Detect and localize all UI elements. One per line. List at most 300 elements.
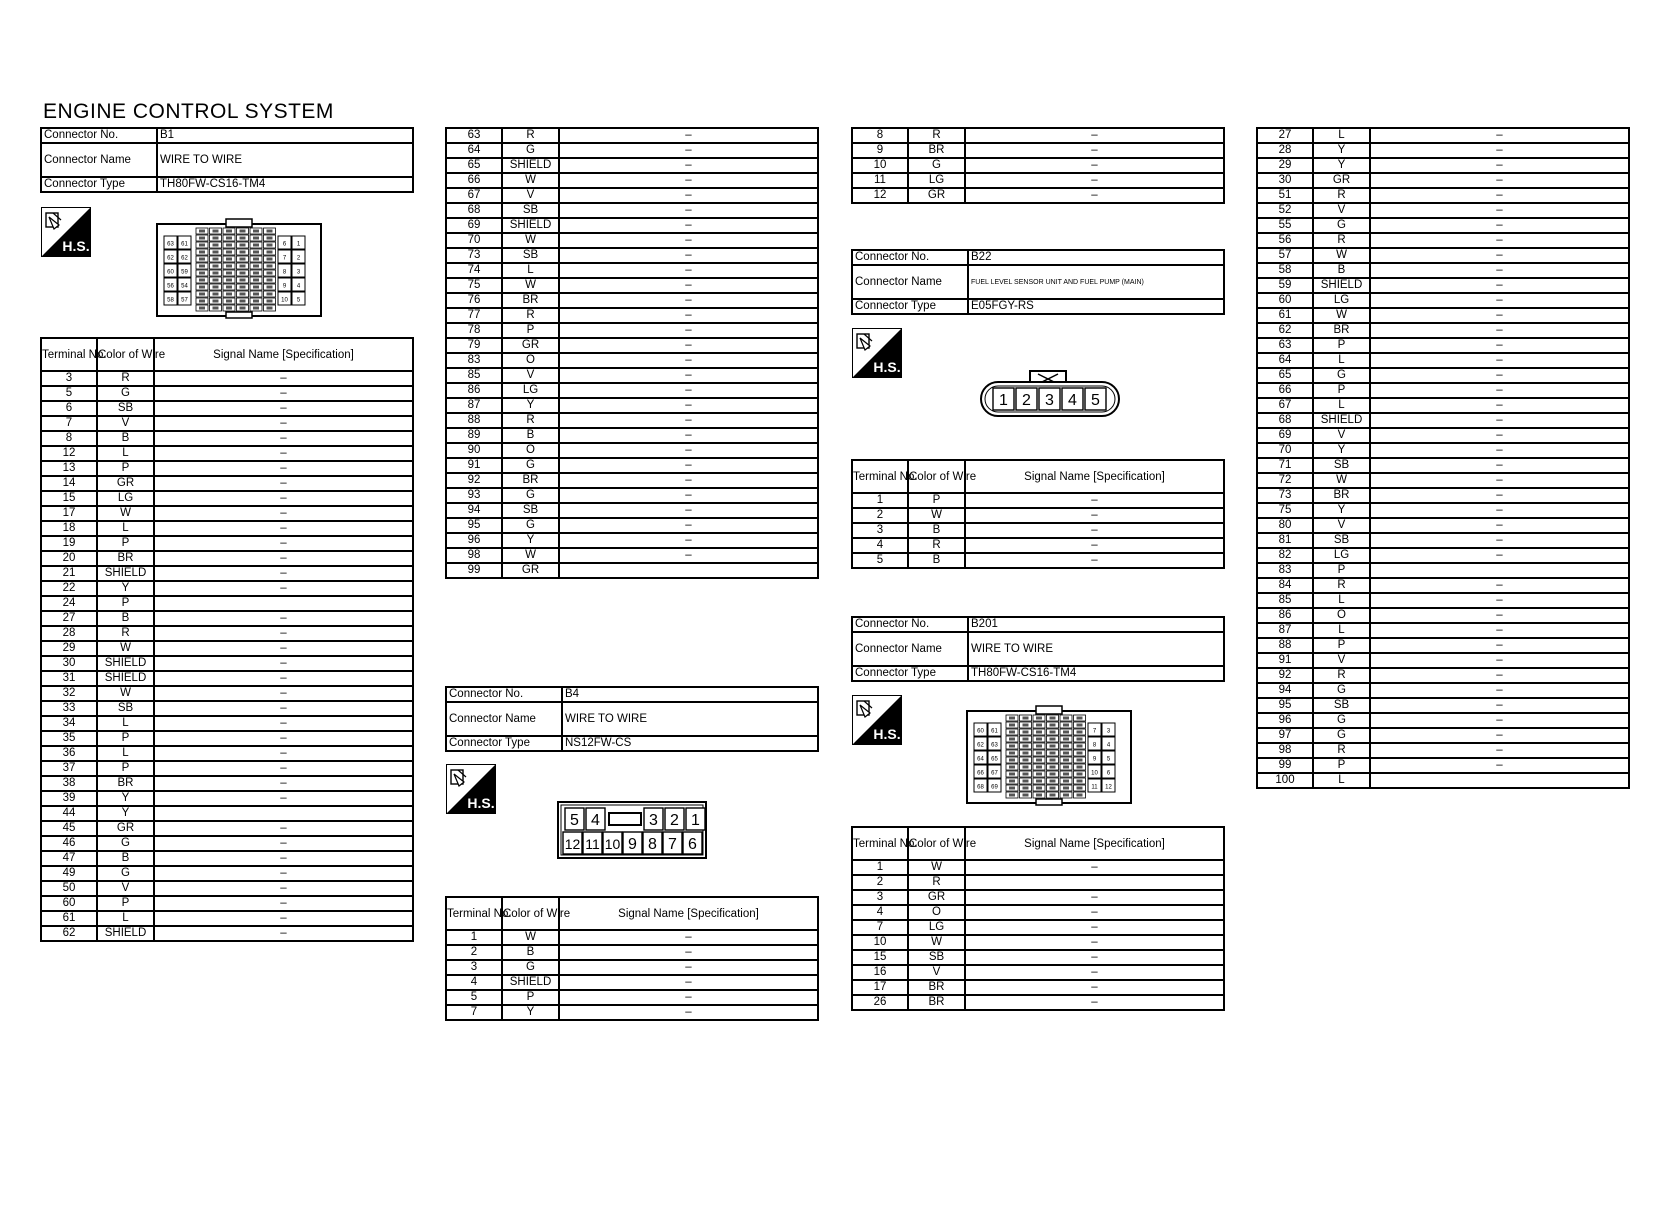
- connector-name-label: Connector Name: [852, 265, 968, 299]
- table-row: [1257, 368, 1629, 383]
- table-row: [446, 173, 818, 188]
- wire-color-cell: P: [97, 461, 154, 476]
- terminal-no-cell: 57: [1257, 248, 1313, 263]
- pin-label: 5: [1091, 392, 1100, 409]
- table-row: [446, 368, 818, 383]
- signal-name-cell: –: [1370, 473, 1629, 488]
- signal-name-cell: –: [154, 491, 413, 506]
- wire-color-cell: SB: [1313, 533, 1370, 548]
- wire-color-cell: W: [908, 860, 965, 875]
- terminal-no-cell: 36: [41, 746, 97, 761]
- table-row: [446, 218, 818, 233]
- terminal-no-cell: 60: [41, 896, 97, 911]
- wire-color-cell: SHIELD: [1313, 413, 1370, 428]
- hs-graphic: [852, 328, 902, 378]
- signal-name-cell: –: [1370, 353, 1629, 368]
- connector-name-label: Connector Name: [446, 702, 562, 736]
- pin-label: 61: [181, 241, 188, 248]
- wire-color-cell: SHIELD: [97, 926, 154, 941]
- wire-color-cell: G: [1313, 368, 1370, 383]
- terminal-no-cell: 96: [446, 533, 502, 548]
- table-row: [446, 563, 818, 578]
- wire-color-cell: G: [97, 386, 154, 401]
- signal-name-cell: –: [1370, 668, 1629, 683]
- signal-name-cell: –: [1370, 533, 1629, 548]
- table-row: [852, 143, 1224, 158]
- wire-color-cell: Y: [502, 533, 559, 548]
- signal-name-cell: –: [1370, 368, 1629, 383]
- wire-color-cell: BR: [908, 995, 965, 1010]
- signal-name-cell: –: [1370, 263, 1629, 278]
- signal-name-cell: –: [154, 866, 413, 881]
- terminal-no-cell: 13: [41, 461, 97, 476]
- terminal-no-cell: 89: [446, 428, 502, 443]
- table-row: [852, 905, 1224, 920]
- terminal-no-cell: 8: [852, 128, 908, 143]
- wire-color-cell: W: [502, 173, 559, 188]
- signal-name-cell: –: [559, 1005, 818, 1020]
- terminal-no-cell: 91: [446, 458, 502, 473]
- signal-name-cell: –: [1370, 158, 1629, 173]
- terminal-no-cell: 98: [1257, 743, 1313, 758]
- connector-name-value: WIRE TO WIRE: [562, 702, 818, 736]
- pin-label: 59: [181, 269, 188, 276]
- table-row: [1257, 263, 1629, 278]
- signal-name-cell: –: [559, 233, 818, 248]
- signal-name-cell: –: [154, 536, 413, 551]
- signal-name-cell: –: [965, 493, 1224, 508]
- wire-color-cell: Y: [1313, 158, 1370, 173]
- table-row: [1257, 773, 1629, 788]
- b201-terminal-table-wrap: [851, 826, 1225, 1011]
- signal-name-cell: –: [559, 143, 818, 158]
- wire-color-cell: BR: [502, 293, 559, 308]
- signal-name-cell: –: [1370, 503, 1629, 518]
- table-row: [446, 503, 818, 518]
- pin-label: 67: [991, 770, 998, 777]
- table-row: [41, 551, 413, 566]
- pin-label: 61: [991, 728, 998, 735]
- connector-b22-section: [851, 249, 1225, 315]
- terminal-no-cell: 77: [446, 308, 502, 323]
- signal-name-cell: –: [1370, 683, 1629, 698]
- signal-name-cell: –: [154, 581, 413, 596]
- wire-color-cell: V: [1313, 428, 1370, 443]
- wire-color-cell: R: [1313, 668, 1370, 683]
- terminal-no-cell: 96: [1257, 713, 1313, 728]
- terminal-no-cell: 66: [1257, 383, 1313, 398]
- connector-name-value: WIRE TO WIRE: [157, 143, 413, 177]
- table-row: [1257, 533, 1629, 548]
- pin-label: 7: [1092, 728, 1097, 735]
- table-row: [1257, 473, 1629, 488]
- table-row: [41, 401, 413, 416]
- wire-color-cell: R: [908, 128, 965, 143]
- wire-color-cell: P: [1313, 383, 1370, 398]
- color-of-wire-header: Color of Wire: [502, 897, 559, 930]
- pin-label: 10: [1091, 770, 1098, 777]
- wire-color-cell: GR: [1313, 173, 1370, 188]
- terminal-no-cell: 63: [446, 128, 502, 143]
- wire-color-cell: G: [502, 143, 559, 158]
- terminal-no-cell: 55: [1257, 218, 1313, 233]
- wire-color-cell: W: [502, 548, 559, 563]
- wire-color-cell: G: [97, 866, 154, 881]
- terminal-no-cell: 75: [446, 278, 502, 293]
- wire-color-cell: B: [908, 523, 965, 538]
- terminal-no-cell: 17: [41, 506, 97, 521]
- signal-name-cell: –: [965, 950, 1224, 965]
- b201-rows: [852, 860, 1224, 1010]
- signal-name-cell: –: [559, 473, 818, 488]
- terminal-no-cell: 86: [446, 383, 502, 398]
- terminal-no-cell: 1: [852, 493, 908, 508]
- terminal-no-cell: 28: [1257, 143, 1313, 158]
- connector-no-label: Connector No.: [852, 617, 968, 632]
- table-row: [1257, 248, 1629, 263]
- signal-name-cell: –: [559, 930, 818, 945]
- signal-name-cell: –: [965, 905, 1224, 920]
- b1-connector-face-diagram: [156, 218, 322, 323]
- connector-b201-section: [851, 616, 1225, 682]
- table-row: [852, 920, 1224, 935]
- terminal-no-cell: 7: [41, 416, 97, 431]
- signal-name-cell: –: [1370, 443, 1629, 458]
- table-row: [852, 965, 1224, 980]
- wire-color-cell: G: [1313, 218, 1370, 233]
- signal-name-cell: –: [154, 521, 413, 536]
- terminal-no-cell: 9: [852, 143, 908, 158]
- table-row: [1257, 623, 1629, 638]
- terminal-no-cell: 97: [1257, 728, 1313, 743]
- pin-label: 57: [181, 297, 188, 304]
- table-row: [1257, 698, 1629, 713]
- b201-cont-terminal-table: [1256, 127, 1630, 789]
- wire-color-cell: L: [97, 746, 154, 761]
- wire-color-cell: G: [502, 488, 559, 503]
- hs-label: H.S.: [62, 238, 90, 254]
- table-row: [41, 926, 413, 941]
- wire-color-cell: P: [97, 731, 154, 746]
- wire-color-cell: R: [97, 626, 154, 641]
- signal-name-cell: –: [154, 746, 413, 761]
- terminal-no-header: Terminal No.: [852, 460, 908, 493]
- terminal-no-cell: 15: [852, 950, 908, 965]
- wire-color-cell: Y: [1313, 443, 1370, 458]
- signal-name-cell: –: [965, 188, 1224, 203]
- signal-name-cell: –: [1370, 188, 1629, 203]
- terminal-no-cell: 52: [1257, 203, 1313, 218]
- terminal-no-cell: 75: [1257, 503, 1313, 518]
- pin-label: 12: [1105, 784, 1112, 791]
- b1-cont-rows: [446, 128, 818, 578]
- harness-side-icon: [852, 695, 902, 745]
- terminal-no-cell: 50: [41, 881, 97, 896]
- table-row: [446, 158, 818, 173]
- signal-name-cell: –: [559, 128, 818, 143]
- signal-name-cell: –: [154, 851, 413, 866]
- pin-label: 7: [668, 836, 677, 853]
- signal-name-cell: –: [559, 383, 818, 398]
- wire-color-cell: W: [502, 233, 559, 248]
- table-row: [41, 881, 413, 896]
- terminal-no-cell: 4: [852, 538, 908, 553]
- terminal-no-cell: 69: [1257, 428, 1313, 443]
- terminal-no-cell: 31: [41, 671, 97, 686]
- table-row: [1257, 218, 1629, 233]
- signal-name-header: Signal Name [Specification]: [965, 460, 1224, 493]
- signal-name-cell: –: [559, 443, 818, 458]
- signal-name-cell: –: [154, 461, 413, 476]
- signal-name-cell: –: [559, 188, 818, 203]
- signal-name-cell: –: [1370, 593, 1629, 608]
- signal-name-cell: –: [1370, 743, 1629, 758]
- pin-label: 6: [282, 241, 287, 248]
- hs-graphic: [446, 764, 496, 814]
- b1-cont-table-wrap: [445, 127, 819, 579]
- wire-color-cell: V: [502, 188, 559, 203]
- terminal-no-cell: 37: [41, 761, 97, 776]
- pin-label: 12: [564, 836, 581, 852]
- signal-name-cell: –: [965, 890, 1224, 905]
- pin-label: 62: [977, 742, 984, 749]
- signal-name-cell: [1370, 773, 1629, 788]
- table-row: [41, 836, 413, 851]
- wire-color-cell: O: [502, 443, 559, 458]
- signal-name-cell: –: [154, 371, 413, 386]
- wire-color-cell: B: [502, 428, 559, 443]
- signal-name-cell: –: [1370, 548, 1629, 563]
- terminal-no-cell: 90: [446, 443, 502, 458]
- b1-rows: [41, 371, 413, 941]
- table-row: [852, 173, 1224, 188]
- signal-name-cell: –: [154, 401, 413, 416]
- signal-name-cell: –: [965, 920, 1224, 935]
- connector-b1-section: [40, 127, 414, 193]
- wire-color-cell: GR: [502, 563, 559, 578]
- wire-color-cell: G: [1313, 713, 1370, 728]
- table-row: [446, 975, 818, 990]
- pin-label: 4: [1068, 392, 1077, 409]
- connector-no-label: Connector No.: [41, 128, 157, 143]
- wire-color-cell: BR: [502, 473, 559, 488]
- table-row: [41, 386, 413, 401]
- signal-name-cell: –: [154, 686, 413, 701]
- terminal-no-cell: 99: [446, 563, 502, 578]
- signal-name-cell: –: [559, 488, 818, 503]
- table-row: [1257, 383, 1629, 398]
- signal-name-cell: –: [965, 553, 1224, 568]
- terminal-no-cell: 83: [1257, 563, 1313, 578]
- wire-color-cell: O: [502, 353, 559, 368]
- signal-name-cell: –: [559, 173, 818, 188]
- wire-color-cell: LG: [502, 383, 559, 398]
- wire-color-cell: Y: [97, 791, 154, 806]
- connector-type-label: Connector Type: [852, 666, 968, 681]
- signal-name-cell: –: [154, 566, 413, 581]
- connector-type-value: TH80FW-CS16-TM4: [968, 666, 1224, 681]
- signal-name-cell: –: [1370, 698, 1629, 713]
- terminal-no-cell: 39: [41, 791, 97, 806]
- b201-cont-table-wrap: [1256, 127, 1630, 789]
- table-row: [446, 233, 818, 248]
- connector-type-value: TH80FW-CS16-TM4: [157, 177, 413, 192]
- color-of-wire-header: Color of Wire: [97, 338, 154, 371]
- wire-color-cell: BR: [908, 143, 965, 158]
- hs-label: H.S.: [873, 726, 901, 742]
- wire-color-cell: SB: [908, 950, 965, 965]
- pin-label: 62: [167, 255, 174, 262]
- signal-name-cell: –: [965, 158, 1224, 173]
- table-row: [41, 581, 413, 596]
- connector-name-value: FUEL LEVEL SENSOR UNIT AND FUEL PUMP (MAIN): [968, 265, 1224, 299]
- signal-name-cell: –: [559, 533, 818, 548]
- wire-color-cell: V: [1313, 203, 1370, 218]
- table-row: [1257, 353, 1629, 368]
- wire-color-cell: V: [97, 416, 154, 431]
- wire-color-cell: G: [502, 518, 559, 533]
- terminal-no-cell: 84: [1257, 578, 1313, 593]
- terminal-no-cell: 4: [852, 905, 908, 920]
- terminal-no-cell: 91: [1257, 653, 1313, 668]
- table-row: [41, 716, 413, 731]
- wire-color-cell: R: [908, 875, 965, 890]
- wire-color-cell: P: [97, 896, 154, 911]
- terminal-no-cell: 2: [852, 508, 908, 523]
- signal-name-cell: –: [559, 960, 818, 975]
- wire-color-cell: BR: [97, 551, 154, 566]
- signal-name-cell: –: [559, 503, 818, 518]
- terminal-no-cell: 99: [1257, 758, 1313, 773]
- terminal-no-cell: 65: [1257, 368, 1313, 383]
- wire-color-cell: G: [502, 960, 559, 975]
- wire-color-cell: L: [97, 716, 154, 731]
- terminal-no-cell: 14: [41, 476, 97, 491]
- pin-label: 56: [167, 283, 174, 290]
- signal-name-cell: –: [1370, 428, 1629, 443]
- pin-label: 4: [1106, 742, 1111, 749]
- terminal-no-cell: 94: [446, 503, 502, 518]
- table-row: [41, 821, 413, 836]
- terminal-no-cell: 1: [446, 930, 502, 945]
- pin-label: 7: [282, 255, 287, 262]
- signal-name-cell: –: [559, 975, 818, 990]
- signal-name-cell: –: [965, 143, 1224, 158]
- pin-label: 8: [1092, 742, 1097, 749]
- wire-color-cell: V: [97, 881, 154, 896]
- signal-name-cell: –: [1370, 233, 1629, 248]
- pin-label: 63: [167, 241, 174, 248]
- table-row: [852, 875, 1224, 890]
- terminal-no-cell: 68: [446, 203, 502, 218]
- signal-name-cell: –: [965, 508, 1224, 523]
- pin-label: 9: [628, 836, 637, 853]
- b22-terminal-table: [851, 459, 1225, 569]
- wire-color-cell: LG: [908, 173, 965, 188]
- connector-no-label: Connector No.: [446, 687, 562, 702]
- table-row: [41, 506, 413, 521]
- color-of-wire-header: Color of Wire: [908, 460, 965, 493]
- table-row: [1257, 593, 1629, 608]
- signal-name-cell: –: [1370, 398, 1629, 413]
- wire-color-cell: GR: [908, 188, 965, 203]
- table-row: [1257, 608, 1629, 623]
- terminal-no-cell: 27: [41, 611, 97, 626]
- signal-name-header: Signal Name [Specification]: [154, 338, 413, 371]
- wire-color-cell: P: [908, 493, 965, 508]
- signal-name-cell: –: [559, 518, 818, 533]
- terminal-no-cell: 35: [41, 731, 97, 746]
- signal-name-cell: –: [1370, 578, 1629, 593]
- table-row: [852, 890, 1224, 905]
- wire-color-cell: G: [1313, 683, 1370, 698]
- table-row: [1257, 293, 1629, 308]
- wire-color-cell: L: [1313, 128, 1370, 143]
- signal-name-cell: –: [154, 446, 413, 461]
- signal-name-cell: –: [1370, 143, 1629, 158]
- connector-graphic: [966, 705, 1132, 805]
- wire-color-cell: GR: [97, 476, 154, 491]
- b4-connector-face-diagram: [557, 801, 707, 864]
- terminal-no-cell: 3: [852, 890, 908, 905]
- table-row: [41, 776, 413, 791]
- table-row: [41, 476, 413, 491]
- connector-type-value: E05FGY-RS: [968, 299, 1224, 314]
- signal-name-cell: –: [154, 431, 413, 446]
- terminal-no-cell: 1: [852, 860, 908, 875]
- wire-color-cell: GR: [502, 338, 559, 353]
- table-row: [446, 188, 818, 203]
- b4-connector-graphic: [557, 801, 707, 859]
- terminal-no-cell: 87: [1257, 623, 1313, 638]
- table-row: [1257, 443, 1629, 458]
- terminal-no-cell: 63: [1257, 338, 1313, 353]
- signal-name-cell: –: [1370, 278, 1629, 293]
- b4-rows: [446, 930, 818, 1020]
- b201-connector-face-diagram: [966, 705, 1132, 810]
- connector-type-label: Connector Type: [41, 177, 157, 192]
- terminal-no-cell: 26: [852, 995, 908, 1010]
- wire-color-cell: SB: [1313, 458, 1370, 473]
- table-row: [41, 431, 413, 446]
- wire-color-cell: SB: [502, 503, 559, 518]
- wire-color-cell: BR: [1313, 488, 1370, 503]
- table-row: [446, 458, 818, 473]
- signal-name-cell: –: [965, 860, 1224, 875]
- wire-color-cell: W: [908, 508, 965, 523]
- table-row: [1257, 338, 1629, 353]
- signal-name-cell: –: [1370, 623, 1629, 638]
- wire-color-cell: L: [1313, 623, 1370, 638]
- pin-label: 54: [181, 283, 188, 290]
- signal-name-cell: –: [1370, 128, 1629, 143]
- table-row: [41, 761, 413, 776]
- signal-name-cell: –: [559, 368, 818, 383]
- signal-name-header: Signal Name [Specification]: [965, 827, 1224, 860]
- table-row: [41, 461, 413, 476]
- terminal-no-cell: 67: [1257, 398, 1313, 413]
- terminal-no-cell: 19: [41, 536, 97, 551]
- pin-label: 5: [570, 812, 579, 829]
- pin-label: 58: [167, 297, 174, 304]
- wire-color-cell: W: [1313, 248, 1370, 263]
- pin-label: 8: [282, 269, 287, 276]
- terminal-no-cell: 95: [446, 518, 502, 533]
- wire-color-cell: BR: [1313, 323, 1370, 338]
- connector-no-label: Connector No.: [852, 250, 968, 265]
- b22-connector-graphic: [979, 370, 1121, 418]
- table-row: [1257, 758, 1629, 773]
